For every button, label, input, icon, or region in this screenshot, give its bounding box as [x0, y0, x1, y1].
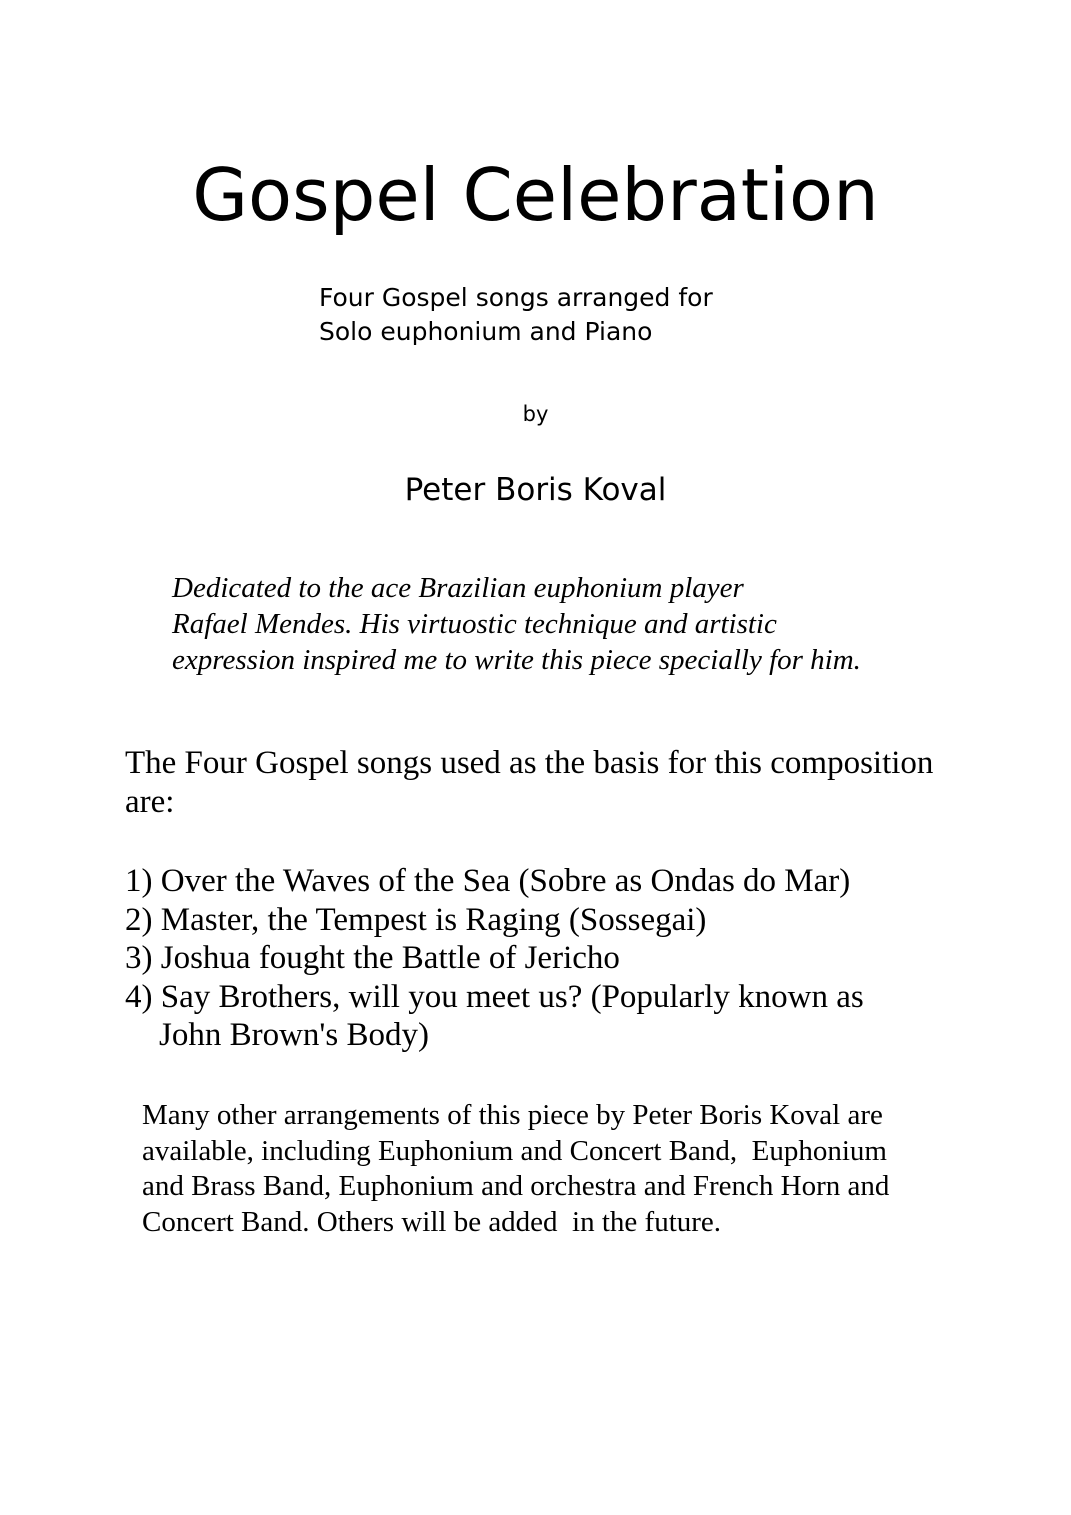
- list-item: [125, 978, 864, 1055]
- by-label: by: [522, 402, 549, 426]
- list-item: [125, 862, 864, 901]
- subtitle-line: Solo euphonium and Piano: [319, 317, 653, 346]
- song-list: [125, 862, 864, 1055]
- composer-name: Peter Boris Koval: [404, 472, 667, 508]
- song-title-continuation: John Brown's Body): [159, 1017, 429, 1053]
- dedication-line: Rafael Mendes. His virtuostic technique and artistic: [172, 608, 777, 640]
- note-line: Concert Band. Others will be added in the future.: [142, 1205, 722, 1238]
- dedication: [172, 570, 861, 678]
- dedication-line: expression inspired me to write this piece specially for him.: [172, 644, 861, 676]
- song-title: 3) Joshua fought the Battle of Jericho: [125, 940, 620, 976]
- intro-line: are:: [125, 784, 175, 820]
- song-title: 2) Master, the Tempest is Raging (Sossegai): [125, 901, 707, 938]
- page-title: Gospel Celebration: [192, 153, 879, 237]
- other-arrangements-note: [142, 1098, 962, 1240]
- subtitle-line: Four Gospel songs arranged for: [319, 283, 713, 312]
- dedication-line: Dedicated to the ace Brazilian euphonium player: [172, 572, 744, 604]
- list-item: [125, 901, 864, 940]
- song-title: 4) Say Brothers, will you meet us? (Popularly known as: [125, 978, 864, 1015]
- note-line: Many other arrangements of this piece by Peter Boris Koval are: [142, 1099, 883, 1131]
- note-line: available, including Euphonium and Concert Band, Euphonium: [142, 1134, 887, 1167]
- song-title: 1) Over the Waves of the Sea (Sobre as Ondas do Mar): [125, 863, 851, 899]
- note-line: and Brass Band, Euphonium and orchestra and French Horn and: [142, 1170, 890, 1202]
- songs-intro: [125, 744, 1025, 822]
- subtitle: [319, 281, 713, 349]
- intro-line: The Four Gospel songs used as the basis for this composition: [125, 745, 934, 781]
- list-item: [125, 939, 864, 978]
